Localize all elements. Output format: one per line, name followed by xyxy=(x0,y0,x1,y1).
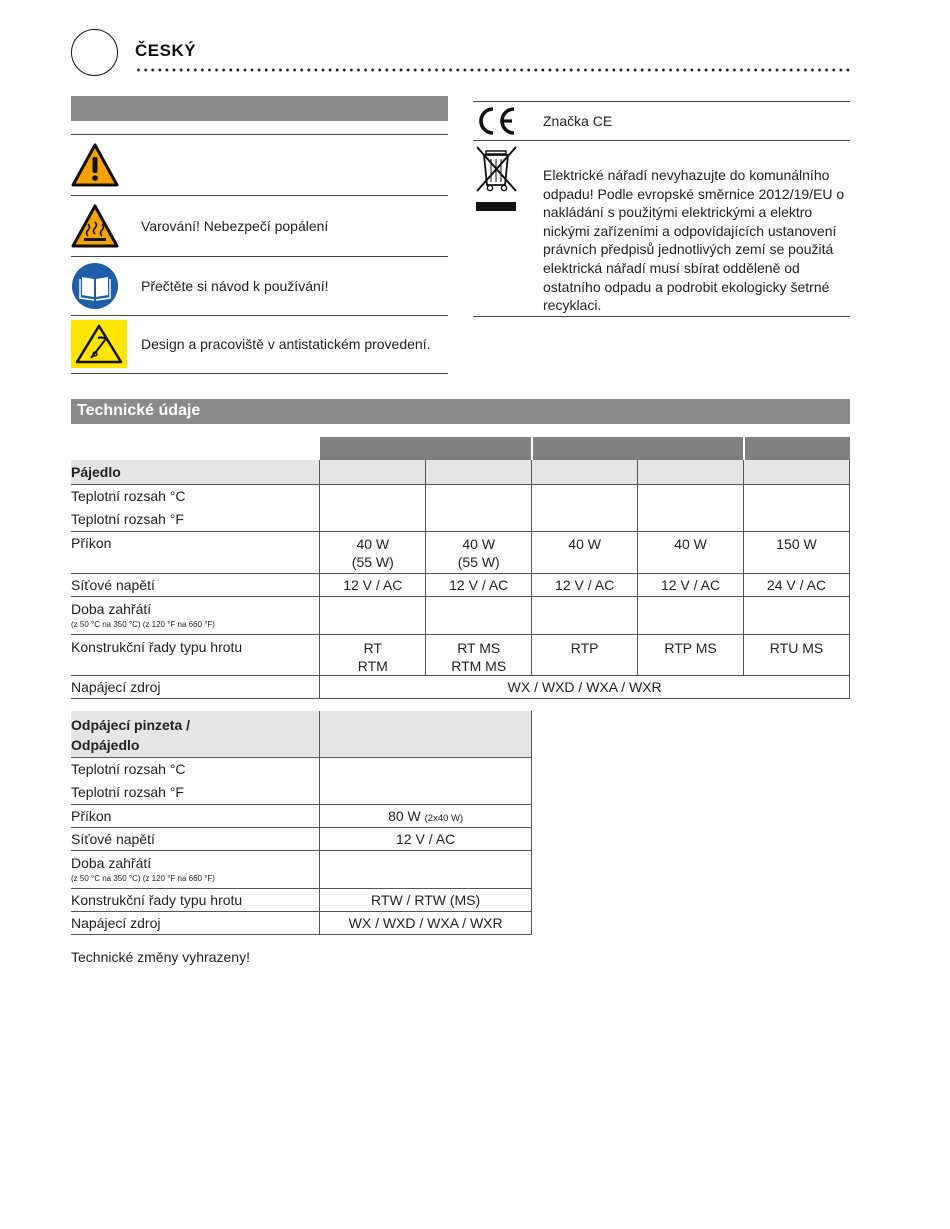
esd-antistatic-icon xyxy=(71,320,127,368)
supply-cell: WX / WXD / WXA / WXR xyxy=(320,675,850,698)
ce-mark-icon xyxy=(477,106,519,136)
symbol-text-manual: Přečtěte si návod k používání! xyxy=(141,278,329,294)
weee-text xyxy=(543,166,844,315)
table-cell xyxy=(320,484,426,531)
hot-surface-warning-icon xyxy=(71,204,119,248)
power-cell xyxy=(426,531,532,573)
table-row xyxy=(71,804,532,827)
language-circle xyxy=(71,29,118,76)
tip-cell: RTW / RTW (MS) xyxy=(320,888,532,911)
divider xyxy=(71,195,448,196)
divider xyxy=(71,373,448,374)
tip-cell xyxy=(638,634,744,675)
table-row xyxy=(71,460,850,484)
power-value: 40 W xyxy=(462,535,496,552)
voltage-cell: 12 V / AC xyxy=(426,573,532,596)
table-row xyxy=(71,634,850,675)
power-cell xyxy=(532,531,638,573)
table-cell xyxy=(638,596,744,634)
group-label xyxy=(71,711,320,757)
voltage-cell: 12 V / AC xyxy=(638,573,744,596)
weee-text-line: nickými zařízeními a odpovídajících ustanovení xyxy=(543,222,837,239)
table-row xyxy=(71,596,850,634)
divider xyxy=(71,315,448,316)
power-value: 40 W xyxy=(674,535,707,552)
weee-text-line: odpadu! Podle evropské směrnice 2012/19/EU o xyxy=(543,185,845,202)
weee-text-line: recyklaci. xyxy=(543,297,602,314)
row-label: Konstrukční řady typu hrotu xyxy=(71,888,320,911)
power-cell xyxy=(320,804,532,827)
language-title: ČESKÝ xyxy=(135,41,197,60)
table-cell xyxy=(320,757,532,804)
header-cell xyxy=(744,437,850,460)
voltage-cell: 12 V / AC xyxy=(320,827,532,850)
table-row xyxy=(71,757,532,804)
table-header-row xyxy=(71,437,850,460)
tip-value: RTP MS xyxy=(664,639,717,656)
weee-text-line: Elektrické nářadí nevyhazujte do komunálního xyxy=(543,167,830,183)
ce-mark-text: Značka CE xyxy=(543,113,613,129)
table-row xyxy=(71,827,532,850)
table-cell xyxy=(532,460,638,484)
voltage-cell: 12 V / AC xyxy=(532,573,638,596)
symbol-text-burn: Varování! Nebezpečí popálení xyxy=(141,218,329,234)
power-note: (2x40 W) xyxy=(424,812,464,824)
table-row xyxy=(71,850,532,888)
power-cell xyxy=(638,531,744,573)
table-cell xyxy=(744,484,850,531)
group-label: Pájedlo xyxy=(71,460,320,484)
heatup-label: Doba zahřátí xyxy=(71,600,152,617)
table-cell xyxy=(320,711,532,757)
table-cell xyxy=(638,460,744,484)
row-label: Síťové napětí xyxy=(71,573,320,596)
tip-value: RT MS xyxy=(457,639,501,656)
table-row xyxy=(71,484,850,531)
power-value: 150 W xyxy=(776,535,817,552)
row-label: Příkon xyxy=(71,804,320,827)
row-label: Konstrukční řady typu hrotu xyxy=(71,634,320,675)
table-cell xyxy=(532,596,638,634)
table-row xyxy=(71,573,850,596)
table-cell xyxy=(744,596,850,634)
weee-crossed-bin-icon xyxy=(474,145,520,213)
table-cell xyxy=(320,460,426,484)
row-label xyxy=(71,757,320,804)
power-value: 80 W xyxy=(388,807,421,824)
temp-f-label: Teplotní rozsah °F xyxy=(71,783,184,800)
voltage-cell: 24 V / AC xyxy=(744,573,850,596)
divider xyxy=(473,316,850,317)
table-cell xyxy=(320,850,532,888)
heatup-note: (z 50 °C na 350 °C) (z 120 °F na 660 °F) xyxy=(71,873,215,883)
weee-text-line: právních předpisů jednotlivých zemí se použitá xyxy=(543,241,834,258)
header-cell xyxy=(320,437,532,460)
temp-c-label: Teplotní rozsah °C xyxy=(71,487,186,504)
weee-text-line: nakládání s použitými elektrickými a elektro xyxy=(543,204,813,221)
table-row xyxy=(71,911,532,934)
temp-c-label: Teplotní rozsah °C xyxy=(71,760,186,777)
power-value: (55 W) xyxy=(351,553,394,570)
table-cell xyxy=(744,460,850,484)
spec-table-soldering-iron xyxy=(71,437,850,699)
heatup-label: Doba zahřátí xyxy=(71,854,152,871)
row-label: Napájecí zdroj xyxy=(71,675,320,698)
power-value: (55 W) xyxy=(457,553,500,570)
power-cell xyxy=(320,531,426,573)
power-value: 40 W xyxy=(568,535,601,552)
spec-table-desoldering xyxy=(71,711,532,935)
tip-value: RTM MS xyxy=(451,657,507,674)
tip-cell xyxy=(426,634,532,675)
section-title: Technické údaje xyxy=(77,402,201,419)
divider xyxy=(71,256,448,257)
divider xyxy=(473,101,850,102)
tip-cell xyxy=(744,634,850,675)
warning-triangle-icon xyxy=(71,143,119,187)
tip-value: RTM xyxy=(357,657,388,674)
divider xyxy=(473,140,850,141)
weee-text-line: elektrická nářadí musí sbírat odděleně od xyxy=(543,259,800,276)
footer-note: Technické změny vyhrazeny! xyxy=(71,949,250,965)
heatup-note: (z 50 °C na 350 °C) (z 120 °F na 660 °F) xyxy=(71,619,215,629)
tip-value: RTP xyxy=(570,639,599,656)
table-row xyxy=(71,888,532,911)
row-label: Příkon xyxy=(71,531,320,573)
table-cell xyxy=(532,484,638,531)
table-row xyxy=(71,711,532,757)
table-cell xyxy=(320,596,426,634)
tip-value: RT xyxy=(363,639,382,656)
weee-text-line: ostatního odpadu a podrobit ekologicky šetrné xyxy=(543,278,830,295)
row-label xyxy=(71,850,320,888)
table-cell xyxy=(426,484,532,531)
tip-value: RTU MS xyxy=(769,639,824,656)
divider xyxy=(71,134,448,135)
temp-f-label: Teplotní rozsah °F xyxy=(71,510,184,527)
power-value: 40 W xyxy=(356,535,390,552)
voltage-cell: 12 V / AC xyxy=(320,573,426,596)
row-label: Napájecí zdroj xyxy=(71,911,320,934)
group-label-line: Odpájedlo xyxy=(71,737,140,753)
table-row xyxy=(71,531,850,573)
row-label xyxy=(71,596,320,634)
group-label-line: Odpájecí pinzeta / xyxy=(71,717,191,733)
symbol-text-esd: Design a pracoviště v antistatickém provedení. xyxy=(141,336,431,352)
table-row xyxy=(71,675,850,698)
dotted-divider xyxy=(135,66,851,74)
table-cell xyxy=(426,460,532,484)
symbols-header-bar xyxy=(71,96,448,121)
tip-cell xyxy=(320,634,426,675)
header-cell xyxy=(532,437,744,460)
table-cell xyxy=(426,596,532,634)
table-cell xyxy=(638,484,744,531)
read-manual-icon xyxy=(71,262,119,310)
tip-cell xyxy=(532,634,638,675)
supply-cell: WX / WXD / WXA / WXR xyxy=(320,911,532,934)
power-cell xyxy=(744,531,850,573)
row-label xyxy=(71,484,320,531)
row-label: Síťové napětí xyxy=(71,827,320,850)
